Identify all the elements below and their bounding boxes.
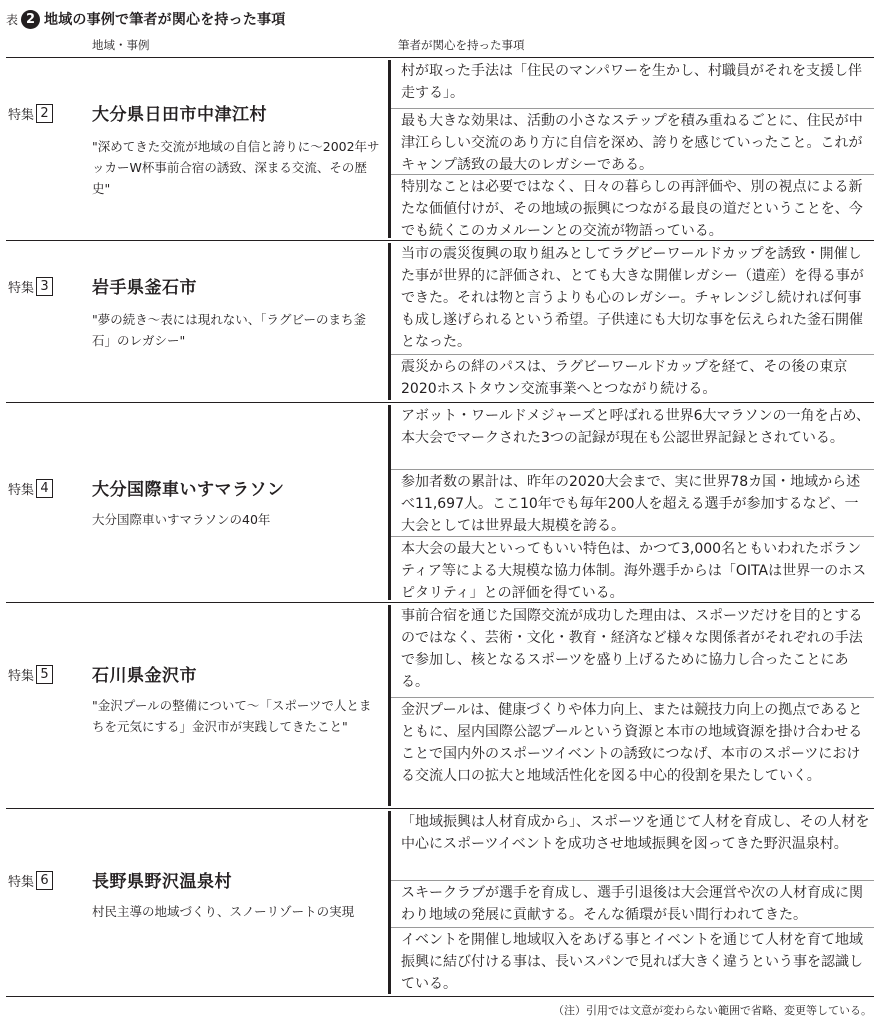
- case-subtitle: "夢の続き〜表には現れない、「ラグビーのまち釜石」のレガシー": [92, 312, 367, 348]
- note-paragraph: イベントを開催し地域収入をあげる事とイベントを通じて人材を育て地域振興に結び付ける事は、長いスパンで見れば大きく違うという事を認識している。: [401, 932, 863, 992]
- note-paragraph: 金沢プールは、健康づくりや体力向上、または競技力向上の拠点であるとともに、屋内国際公認プールという資源と本市の地域資源を掛け合わせることで国内外のスポーツイベントの誘致につなげ、本市のスポーツにおける交流人口の拡大と地域活性化を図る中心的役割を果たしていく。: [401, 702, 863, 784]
- place-name: 岩手県釜石市: [92, 278, 197, 298]
- table-row: [6, 603, 874, 809]
- case-subtitle: 村民主導の地域づくり、スノーリゾートの実現: [92, 904, 355, 919]
- notes-cell: [388, 243, 874, 400]
- feature-number: 4: [36, 479, 53, 498]
- paragraph-divider: [391, 880, 874, 881]
- case-cell: [6, 403, 384, 602]
- paragraph-divider: [391, 174, 874, 175]
- table-title-text: 地域の事例で筆者が関心を持った事項: [44, 12, 286, 28]
- feature-label: 特集: [8, 108, 35, 123]
- note-paragraph: スキークラブが選手を育成し、選手引退後は大会運営や次の人材育成に関わり地域の発展に貢献する。そんな循環が長い間行われてきた。: [401, 885, 863, 923]
- paragraph-divider: [391, 536, 874, 537]
- table-row: [6, 403, 874, 603]
- note-paragraph: アボット・ワールドメジャーズと呼ばれる世界6大マラソンの一角を占め、本大会でマークされた3つの記録が現在も公認世界記録とされている。: [401, 408, 870, 446]
- table-row: [6, 241, 874, 403]
- case-cell: [6, 241, 384, 402]
- table-title: [6, 6, 285, 32]
- case-cell: [6, 603, 384, 808]
- place-name: 石川県金沢市: [92, 666, 197, 686]
- case-subtitle: 大分国際車いすマラソンの40年: [92, 512, 271, 527]
- case-subtitle: "深めてきた交流が地域の自信と誇りに〜2002年サッカーW杯事前合宿の誘致、深まる交流、その歴史": [92, 139, 380, 196]
- note-paragraph: 特別なことは必要ではなく、日々の暮らしの再評価や、別の視点による新たな価値付けが、その地域の振興につながる最良の道だということを、今でも続くこのカメルーンとの交流が物語っている。: [401, 179, 863, 239]
- case-cell: [6, 809, 384, 996]
- table-row: [6, 58, 874, 241]
- place-name: 大分県日田市中津江村: [92, 105, 267, 125]
- note-paragraph: 当市の震災復興の取り組みとしてラグビーワールドカップを誘致・開催した事が世界的に評価され、とても大きな開催レガシー（遺産）を得る事ができた。それは物と言うよりも心のレガシー。チャレンジし続ければ何事も成し遂げられるという希望。子供達にも大切な事を伝えられた釜石開催となった。: [401, 246, 864, 350]
- notes-cell: [388, 60, 874, 238]
- feature-label: 特集: [8, 669, 35, 684]
- note-paragraph: 事前合宿を通じた国際交流が成功した理由は、スポーツだけを目的とするのではなく、芸術・文化・教育・経済など様々な関係者がそれぞれの手法で参加し、核となるスポーツを盛り上げるために協力し合ったことにある。: [401, 608, 863, 690]
- feature-label: 特集: [8, 875, 35, 890]
- note-paragraph: 最も大きな効果は、活動の小さなステップを積み重ねるごとに、住民が中津江らしい交流のあり方に自信を深め、誇りを感じていったこと。これがキャンプ誘致の最大のレガシーである。: [401, 113, 863, 173]
- footnote: （注）引用では文意が変わらない範囲で省略、変更等している。: [553, 1004, 872, 1017]
- table-prefix: 表: [6, 12, 19, 27]
- note-paragraph: 本大会の最大といってもいい特色は、かつて3,000名ともいわれたボランティア等による大規模な協力体制。海外選手からは「OITAは世界一のホスピタリティ」との評価を得ている。: [401, 541, 867, 601]
- note-paragraph: 「地域振興は人材育成から」、スポーツを通じて人材を育成し、その人材を中心にスポーツイベントを成功させ地域振興を図ってきた野沢温泉村。: [401, 814, 870, 852]
- feature-tag: [8, 479, 53, 498]
- note-paragraph: 参加者数の累計は、昨年の2020大会まで、実に世界78カ国・地域から述べ11,697人。ここ10年でも毎年200人を超える選手が参加するなど、一大会としては世界最大規模を誇る。: [401, 474, 861, 534]
- case-cell: [6, 58, 384, 240]
- feature-number: 2: [36, 104, 53, 123]
- note-paragraph: 震災からの絆のパスは、ラグビーワールドカップを経て、その後の東京2020ホストタウン交流事業へとつながり続ける。: [401, 359, 848, 397]
- column-header-right: 筆者が関心を持った事項: [398, 38, 525, 52]
- feature-number: 3: [36, 277, 53, 296]
- feature-label: 特集: [8, 281, 35, 296]
- feature-number: 6: [36, 871, 53, 890]
- case-subtitle: "金沢プールの整備について〜「スポーツで人とまちを元気にする」金沢市が実践してきたこと": [92, 698, 372, 734]
- feature-tag: [8, 871, 53, 890]
- paragraph-divider: [391, 354, 874, 355]
- table-number-badge: 2: [21, 10, 40, 29]
- notes-cell: [388, 605, 874, 806]
- feature-tag: [8, 277, 53, 296]
- feature-tag: [8, 665, 53, 684]
- notes-cell: [388, 405, 874, 600]
- paragraph-divider: [391, 469, 874, 470]
- paragraph-divider: [391, 697, 874, 698]
- table-row: [6, 809, 874, 997]
- feature-number: 5: [36, 665, 53, 684]
- notes-cell: [388, 811, 874, 994]
- note-paragraph: 村が取った手法は「住民のマンパワーを生かし、村職員がそれを支援し伴走する」。: [401, 63, 863, 101]
- column-header-left: 地域・事例: [92, 38, 150, 52]
- feature-label: 特集: [8, 483, 35, 498]
- place-name: 長野県野沢温泉村: [92, 872, 232, 892]
- place-name: 大分国際車いすマラソン: [92, 480, 285, 500]
- feature-tag: [8, 104, 53, 123]
- paragraph-divider: [391, 927, 874, 928]
- paragraph-divider: [391, 108, 874, 109]
